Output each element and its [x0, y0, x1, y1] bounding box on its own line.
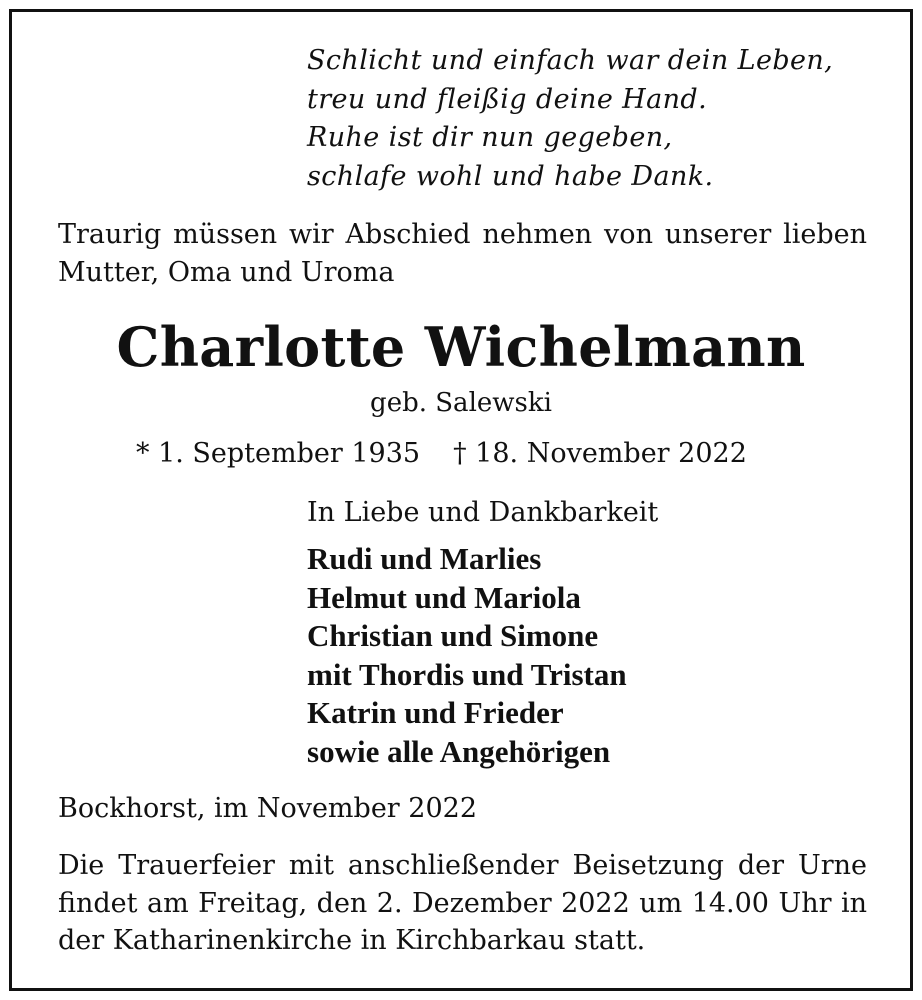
- mourners-intro: In Liebe und Dankbarkeit: [307, 497, 659, 528]
- mourner-entry: Rudi und Marlies: [307, 541, 542, 576]
- announcement-intro: Traurig müssen wir Abschied nehmen von unserer lieben Mutter, Oma und Uroma: [58, 219, 867, 288]
- mourner-entry: Christian und Simone: [307, 618, 599, 653]
- deceased-name: Charlotte Wichelmann: [116, 315, 806, 379]
- poem-line: schlafe wohl und habe Dank.: [307, 160, 714, 192]
- birth-name: geb. Salewski: [370, 388, 552, 418]
- poem-line: Ruhe ist dir nun gegeben,: [307, 122, 673, 153]
- birth-date: * 1. September 1935: [136, 438, 421, 469]
- mourner-entry: Helmut und Mariola: [307, 579, 581, 615]
- memorial-poem: [307, 42, 833, 196]
- place-and-date: Bockhorst, im November 2022: [58, 793, 478, 824]
- mourners-list: [307, 540, 627, 771]
- mourner-entry: sowie alle Angehörigen: [307, 733, 611, 769]
- mourner-entry: mit Thordis und Tristan: [307, 656, 627, 692]
- death-date: † 18. November 2022: [453, 438, 747, 469]
- poem-line: treu und fleißig deine Hand.: [307, 83, 708, 115]
- life-dates: [136, 435, 747, 473]
- poem-line: Schlicht und einfach war dein Leben,: [307, 45, 834, 76]
- funeral-service-info: Die Trauerfeier mit anschließender Beisetzung der Urne findet am Freitag, den 2. Dezember 2022 um 14.00 Uhr in der Katharinenkirche in Kirchbarkau statt.: [58, 850, 867, 956]
- mourner-entry: Katrin und Frieder: [307, 695, 564, 730]
